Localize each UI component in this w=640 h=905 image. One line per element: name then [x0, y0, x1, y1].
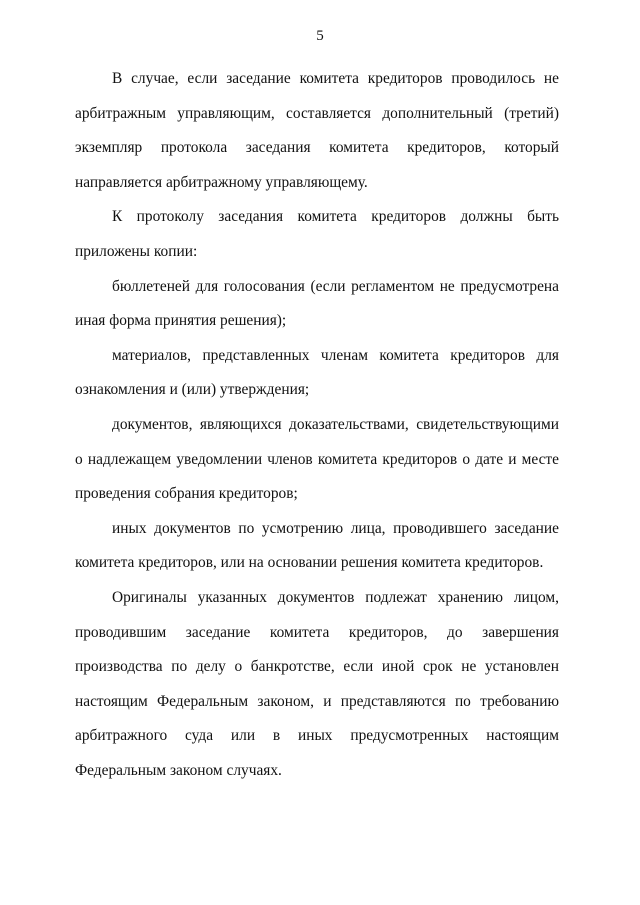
- paragraph-voting-ballots: бюллетеней для голосования (если регламентом не предусмотрена иная форма принятия решения);: [75, 277, 559, 330]
- paragraph-attached-copies: К протоколу заседания комитета кредиторов должны быть приложены копии:: [75, 208, 559, 260]
- paragraph-extra-protocol-copy: В случае, если заседание комитета кредиторов проводилось не арбитражным управляющим, составляется дополнительный (третий) экземпляр протокола заседания комитета кредиторов, который направляется арбитражному управляющему.: [75, 70, 559, 191]
- paragraph-notification-evidence: документов, являющихся доказательствами, свидетельствующими о надлежащем уведомлении членов комитета кредиторов о дате и месте проведения собрания кредиторов;: [75, 415, 559, 503]
- page-number: 5: [316, 28, 324, 44]
- paragraph-originals-storage: Оригиналы указанных документов подлежат хранению лицом, проводившим заседание комитета кредиторов, до завершения производства по делу о банкротстве, если иной срок не установлен настоящим Федеральным законом, и представляются по требованию арбитражного суда или в иных предусмотренных настоящим Федеральным законом случаях.: [75, 588, 559, 779]
- paragraph-materials: материалов, представленных членам комитета кредиторов для ознакомления и (или) утверждения;: [75, 346, 559, 399]
- document-body: [75, 62, 559, 788]
- paragraph-other-documents: иных документов по усмотрению лица, проводившего заседание комитета кредиторов, или на основании решения комитета кредиторов.: [75, 519, 559, 572]
